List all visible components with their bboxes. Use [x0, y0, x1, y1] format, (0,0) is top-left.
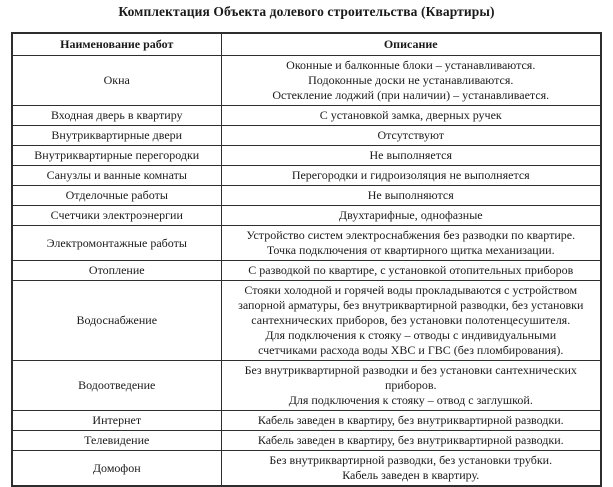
description-line: Подоконные доски не устанавливаются. — [308, 73, 514, 87]
page-title: Комплектация Объекта долевого строительства (Квартиры) — [118, 4, 495, 19]
description-cell — [221, 166, 601, 186]
description-line: С установкой замка, дверных ручек — [319, 108, 502, 122]
description-line: Отсутствуют — [377, 128, 444, 142]
description-line: Точка подключения от квартирного щитка механизации. — [266, 243, 555, 257]
description-line: Не выполняются — [367, 188, 454, 202]
description-cell — [221, 56, 601, 106]
table-row — [12, 431, 601, 451]
table-row — [12, 186, 601, 206]
work-name-cell: Внутриквартирные двери — [12, 126, 221, 146]
description-cell — [221, 451, 601, 487]
table-row — [12, 261, 601, 281]
description-line: Без внутриквартирной разводки и без установки сантехнических — [244, 363, 577, 377]
description-line: Для подключения к стояку – отводы с индивидуальными — [265, 328, 557, 342]
table-row — [12, 56, 601, 106]
table-row — [12, 451, 601, 487]
description-cell — [221, 411, 601, 431]
work-name-cell: Отопление — [12, 261, 221, 281]
description-cell — [221, 226, 601, 261]
description-line: Устройство систем электроснабжения без разводки по квартире. — [246, 228, 576, 242]
table-row — [12, 361, 601, 411]
description-line: Для подключения к стояку – отвод с заглушкой. — [288, 393, 533, 407]
description-line: счетчиками расхода воды ХВС и ГВС (без пломбирования). — [258, 343, 564, 357]
table-row — [12, 411, 601, 431]
description-cell — [221, 106, 601, 126]
description-cell — [221, 186, 601, 206]
description-line: С разводкой по квартире, с установкой отопительных приборов — [248, 263, 574, 277]
description-cell — [221, 206, 601, 226]
description-cell — [221, 431, 601, 451]
work-name-cell: Окна — [12, 56, 221, 106]
description-line: сантехнических приборов, без установки полотенцесушителя. — [251, 313, 571, 327]
header-row — [12, 33, 601, 56]
work-name-cell: Входная дверь в квартиру — [12, 106, 221, 126]
description-line: Кабель заведен в квартиру. — [342, 468, 480, 482]
description-line: Без внутриквартирной разводки, без установки трубки. — [269, 453, 553, 467]
description-cell — [221, 281, 601, 361]
description-line: запорной арматуры, без внутриквартирной разводки, без установки — [238, 298, 584, 312]
work-name-cell: Водоснабжение — [12, 281, 221, 361]
table-row — [12, 106, 601, 126]
description-cell — [221, 146, 601, 166]
description-line: Оконные и балконные блоки – устанавливаются. — [286, 58, 536, 72]
work-name-cell: Водоотведение — [12, 361, 221, 411]
table-row — [12, 146, 601, 166]
table-body — [12, 56, 601, 487]
description-line: Кабель заведен в квартиру, без внутриквартирной разводки. — [257, 413, 564, 427]
column-header-work-name: Наименование работ — [12, 33, 221, 56]
description-line: приборов. — [384, 378, 437, 392]
description-cell — [221, 261, 601, 281]
table-row — [12, 166, 601, 186]
description-cell — [221, 361, 601, 411]
description-cell — [221, 126, 601, 146]
work-name-cell: Санузлы и ванные комнаты — [12, 166, 221, 186]
description-line: Стояки холодной и горячей воды прокладываются с устройством — [244, 283, 578, 297]
table-header — [12, 33, 601, 56]
spec-table — [11, 32, 602, 487]
description-line: Не выполняется — [369, 148, 452, 162]
work-name-cell: Отделочные работы — [12, 186, 221, 206]
work-name-cell: Домофон — [12, 451, 221, 487]
description-line: Двухтарифные, однофазные — [338, 208, 483, 222]
table-row — [12, 206, 601, 226]
table-row — [12, 226, 601, 261]
work-name-cell: Внутриквартирные перегородки — [12, 146, 221, 166]
column-header-description: Описание — [221, 33, 601, 56]
table-row — [12, 281, 601, 361]
work-name-cell: Счетчики электроэнергии — [12, 206, 221, 226]
description-line: Остекление лоджий (при наличии) – устанавливается. — [272, 88, 550, 102]
table-row — [12, 126, 601, 146]
work-name-cell: Телевидение — [12, 431, 221, 451]
description-line: Перегородки и гидроизоляция не выполняется — [291, 168, 530, 182]
description-line: Кабель заведен в квартиру, без внутриквартирной разводки. — [257, 433, 564, 447]
work-name-cell: Интернет — [12, 411, 221, 431]
work-name-cell: Электромонтажные работы — [12, 226, 221, 261]
